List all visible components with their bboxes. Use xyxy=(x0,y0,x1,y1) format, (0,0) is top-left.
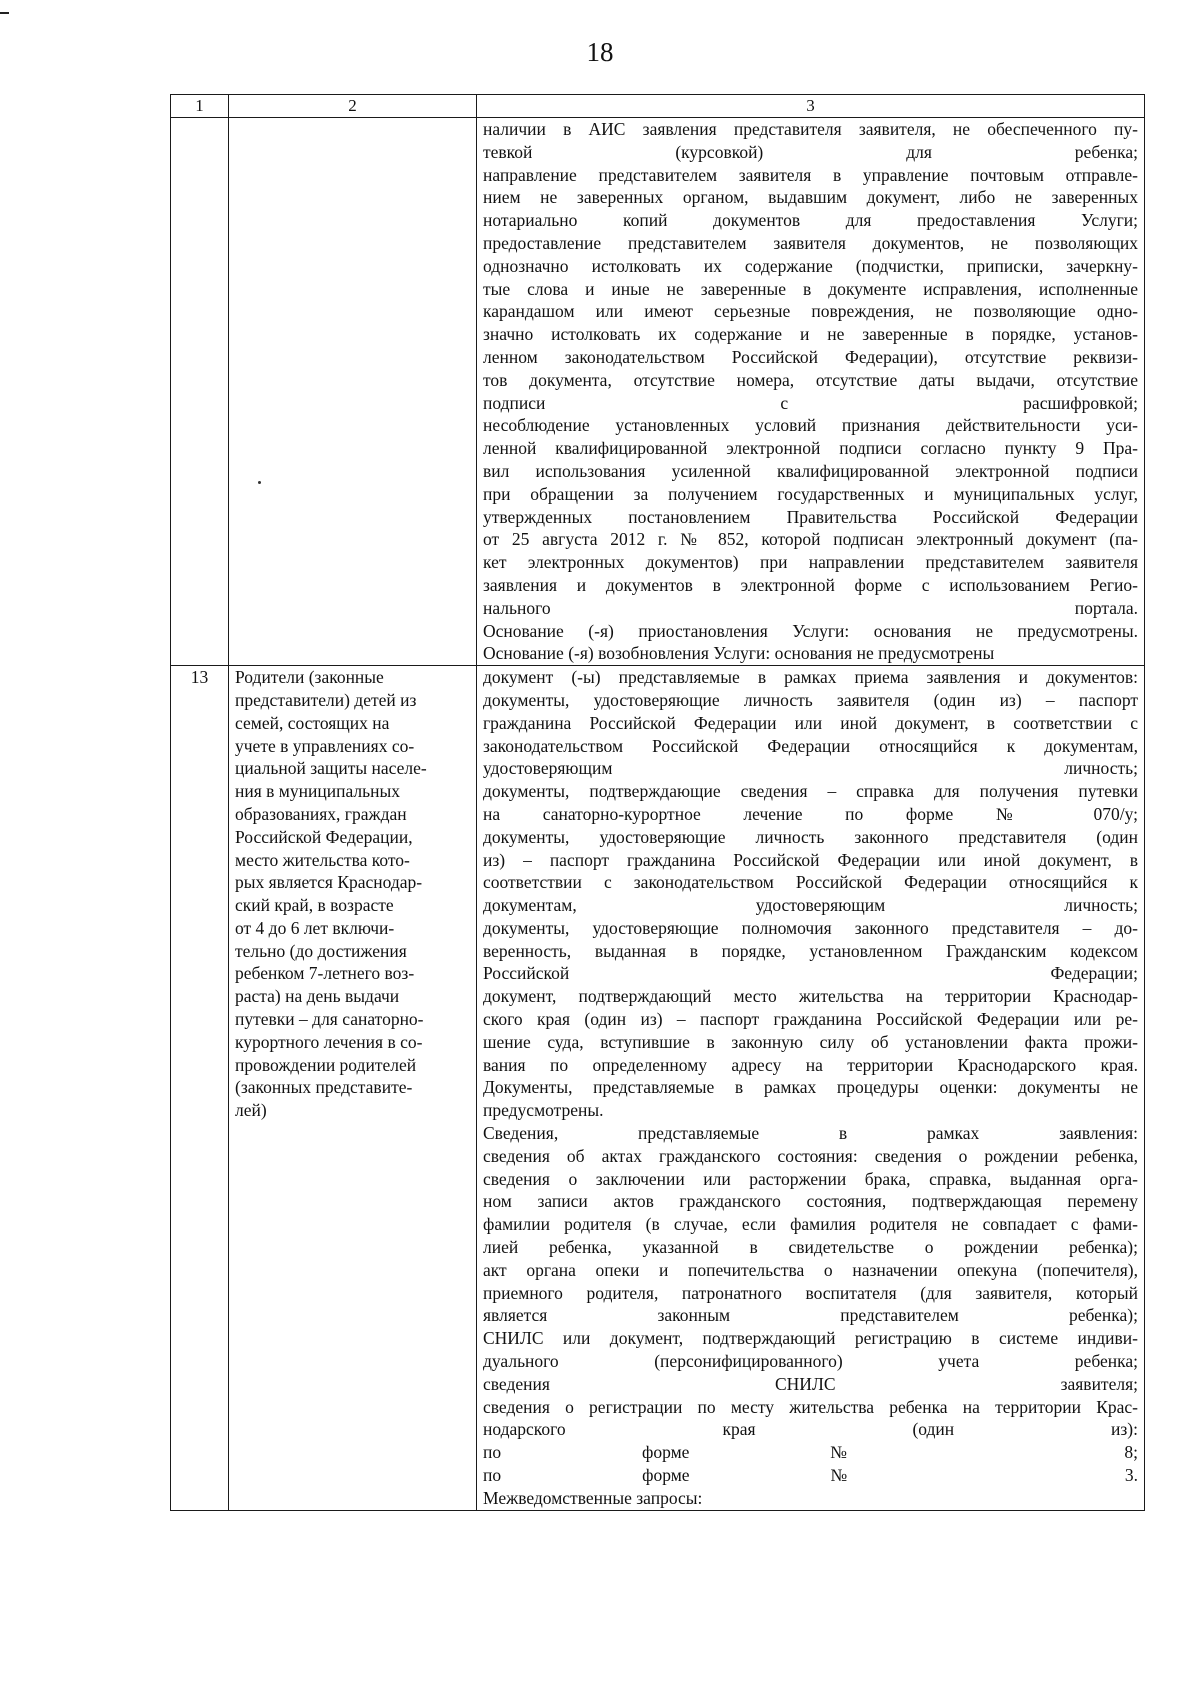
text-line: тевкой (курсовкой) для ребенка; xyxy=(483,141,1138,162)
text-line: сведения о заключении или расторжении брака, справка, выданная орга- xyxy=(483,1168,1138,1189)
text-line: подписи с расшифровкой; xyxy=(483,392,1138,413)
header-col-1: 1 xyxy=(171,95,229,118)
text-line: направление представителем заявителя в управление почтовым отправле- xyxy=(483,164,1138,185)
text-line: законодательством Российской Федерации относящийся к документам, xyxy=(483,735,1138,756)
text-line: гражданина Российской Федерации или иной документ, в соответствии с xyxy=(483,712,1138,733)
text-line: Российской Федерации; xyxy=(483,963,1138,984)
document-table xyxy=(170,94,1145,1511)
text-line: ского края (один из) – паспорт гражданина Российской Федерации или ре- xyxy=(483,1009,1138,1030)
text-line: дуального (персонифицированного) учета ребенка; xyxy=(483,1351,1138,1372)
text-line: образованиях, граждан xyxy=(235,803,407,824)
text-line: несоблюдение установленных условий признания действительности уси- xyxy=(483,415,1138,436)
text-line: ленной квалифицированной электронной подписи согласно пункту 9 Пра- xyxy=(483,438,1138,459)
text-line: предоставление представителем заявителя документов, не позволяющих xyxy=(483,232,1138,253)
text-line: от 25 августа 2012 г. № 852, которой подписан электронный документ (па- xyxy=(483,529,1138,550)
text-line: документы, удостоверяющие личность заявителя (один из) – паспорт xyxy=(483,689,1138,710)
text-line: Основание (-я) возобновления Услуги: основания не предусмотрены xyxy=(483,643,995,664)
header-col-2: 2 xyxy=(229,95,477,118)
text-line: из) – паспорт гражданина Российской Федерации или иной документ, в xyxy=(483,849,1138,870)
scan-mark xyxy=(0,12,9,14)
text-line: провождении родителей xyxy=(235,1054,417,1075)
text-line: однозначно истолковать их содержание (подчистки, приписки, зачеркну- xyxy=(483,255,1138,276)
text-line: кет электронных документов) при направлении представителем заявителя xyxy=(483,552,1138,573)
text-line: значно истолковать их содержание и не заверенные в порядке, установ- xyxy=(483,324,1138,345)
category-cell xyxy=(229,118,477,666)
details-cell xyxy=(477,118,1145,666)
text-line: лией ребенка, указанной в свидетельстве о рождении ребенка); xyxy=(483,1237,1138,1258)
text-line: заявления и документов в электронной форме с использованием Регио- xyxy=(483,574,1138,595)
text-line: сведения об актах гражданского состояния: сведения о рождении ребенка, xyxy=(483,1145,1138,1166)
text-line: наличии в АИС заявления представителя заявителя, не обеспеченного пу- xyxy=(483,119,1138,139)
text-line: сведения о регистрации по месту жительства ребенка на территории Крас- xyxy=(483,1396,1138,1417)
table-row xyxy=(171,118,1145,666)
text-line: вания по определенному адресу на территории Краснодарского края. xyxy=(483,1054,1138,1075)
text-line: лей) xyxy=(235,1100,267,1121)
text-line: ленном законодательством Российской Федерации), отсутствие реквизи- xyxy=(483,346,1138,367)
text-line: (законных представите- xyxy=(235,1077,413,1098)
text-line: приемного родителя, патронатного воспитателя (для заявителя, который xyxy=(483,1282,1138,1303)
text-line: от 4 до 6 лет включи- xyxy=(235,917,395,938)
text-line: Основание (-я) приостановления Услуги: основания не предусмотрены. xyxy=(483,620,1138,641)
category-cell xyxy=(229,666,477,1510)
text-line: веренность, выданная в порядке, установленном Гражданским кодексом xyxy=(483,940,1138,961)
text-line: тельно (до достижения xyxy=(235,940,407,961)
text-line: семей, состоящих на xyxy=(235,712,390,733)
text-line: документы, удостоверяющие личность законного представителя (один xyxy=(483,826,1138,847)
text-line: акт органа опеки и попечительства о назначении опекуна (попечителя), xyxy=(483,1259,1138,1280)
text-line: шение суда, вступившие в законную силу об установлении факта прожи- xyxy=(483,1031,1138,1052)
text-line: является законным представителем ребенка); xyxy=(483,1305,1138,1326)
text-line: ский край, в возрасте xyxy=(235,895,394,916)
table-row xyxy=(171,666,1145,1510)
text-line: раста) на день выдачи xyxy=(235,986,400,1007)
text-line: на санаторно-курортное лечение по форме № 070/у; xyxy=(483,803,1138,824)
text-line: Сведения, представляемые в рамках заявления: xyxy=(483,1123,1138,1144)
text-line: при обращении за получением государственных и муниципальных услуг, xyxy=(483,483,1138,504)
text-line: ребенком 7-летнего воз- xyxy=(235,963,415,984)
row-number-cell xyxy=(171,118,229,666)
text-line: нотариально копий документов для предоставления Услуги; xyxy=(483,210,1138,231)
text-line: вил использования усиленной квалифицированной электронной подписи xyxy=(483,460,1138,481)
header-col-3: 3 xyxy=(477,95,1145,118)
text-line: рых является Краснодар- xyxy=(235,872,423,893)
text-line: тые слова и иные не заверенные в документе исправления, исполненные xyxy=(483,278,1138,299)
text-line: документ (-ы) представляемые в рамках приема заявления и документов: xyxy=(483,667,1138,688)
text-line: сведения СНИЛС заявителя; xyxy=(483,1373,1138,1394)
text-line: Российской Федерации, xyxy=(235,826,413,847)
row-number-cell: 13 xyxy=(171,666,229,1510)
text-line: удостоверяющим личность; xyxy=(483,758,1138,779)
text-line: карандашом или имеют серьезные повреждения, не позволяющие одно- xyxy=(483,301,1138,322)
text-line: тов документа, отсутствие номера, отсутствие даты выдачи, отсутствие xyxy=(483,369,1138,390)
text-line: документы, подтверждающие сведения – справка для получения путевки xyxy=(483,781,1138,802)
text-line: нального портала. xyxy=(483,597,1138,618)
text-line: Родители (законные xyxy=(235,667,384,688)
text-line: СНИЛС или документ, подтверждающий регистрацию в системе индиви- xyxy=(483,1328,1138,1349)
text-line: учете в управлениях со- xyxy=(235,735,415,756)
text-line: соответствии с законодательством Российской Федерации относящийся к xyxy=(483,872,1138,893)
text-line: место жительства кото- xyxy=(235,849,410,870)
text-line: путевки – для санаторно- xyxy=(235,1009,424,1030)
text-line: утвержденных постановлением Правительства Российской Федерации xyxy=(483,506,1138,527)
text-line: нодарского края (один из): xyxy=(483,1419,1138,1440)
text-line: курортного лечения в со- xyxy=(235,1031,423,1052)
text-line: предусмотрены. xyxy=(483,1100,604,1121)
text-line: Документы, представляемые в рамках процедуры оценки: документы не xyxy=(483,1077,1138,1098)
text-line: ном записи актов гражданского состояния, подтверждающая перемену xyxy=(483,1191,1138,1212)
text-line: фамилии родителя (в случае, если фамилия родителя не совпадает с фами- xyxy=(483,1214,1138,1235)
table-header-row xyxy=(171,95,1145,118)
text-line: ния в муниципальных xyxy=(235,781,400,802)
text-line: документы, удостоверяющие полномочия законного представителя – до- xyxy=(483,917,1138,938)
text-line: циальной защиты населе- xyxy=(235,758,427,779)
text-line: нием не заверенных органом, выдавшим документ, либо не заверенных xyxy=(483,187,1138,208)
text-line: Межведомственные запросы: xyxy=(483,1487,703,1508)
text-line: документ, подтверждающий место жительства на территории Краснодар- xyxy=(483,986,1138,1007)
details-cell xyxy=(477,666,1145,1510)
text-line: по форме № 3. xyxy=(483,1465,1138,1486)
page-number: 18 xyxy=(586,37,614,67)
text-line: по форме № 8; xyxy=(483,1442,1138,1463)
text-line: документам, удостоверяющим личность; xyxy=(483,895,1138,916)
text-line: представители) детей из xyxy=(235,689,417,710)
